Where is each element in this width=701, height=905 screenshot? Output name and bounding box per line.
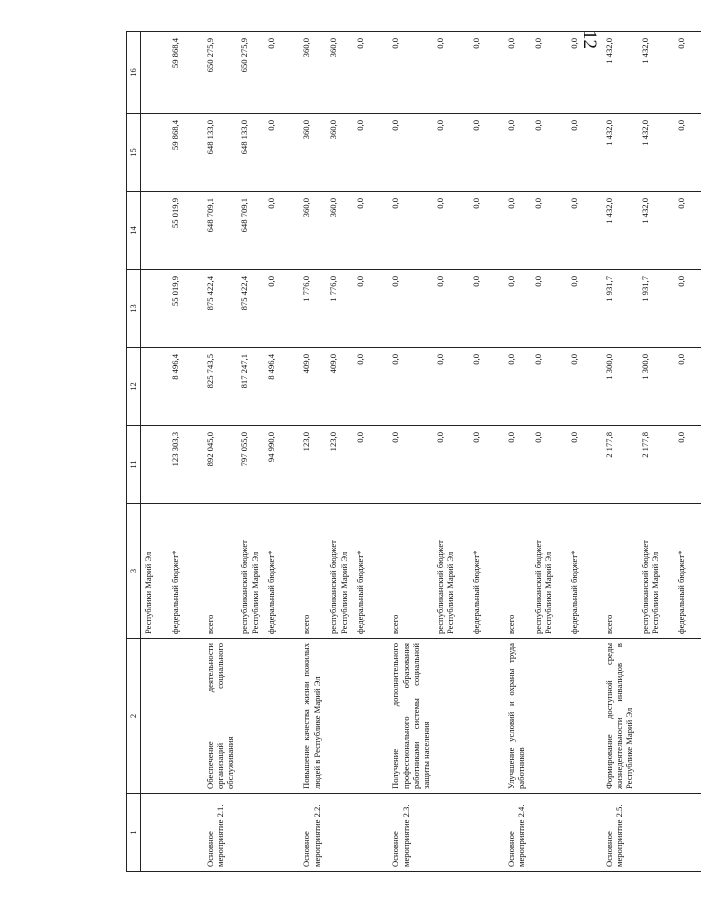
activity-name-cell: Повышение качества жизни пожилых людей в Республике Марий Эл	[291, 639, 326, 794]
amount-cell: 0,0	[531, 114, 567, 192]
funding-source-cell: всего	[496, 504, 531, 639]
amount-cell: 0,0	[674, 32, 701, 114]
amount-cell: 123,0	[326, 426, 353, 504]
table-row	[264, 32, 291, 872]
activity-name-cell: Улучшение условий и охраны труда работников	[496, 639, 531, 794]
amount-cell: 1 300,0	[594, 348, 638, 426]
table-row	[380, 32, 433, 872]
col-header: 1	[127, 794, 141, 872]
amount-cell: 0,0	[531, 270, 567, 348]
amount-cell: 0,0	[264, 270, 291, 348]
table-row	[326, 32, 353, 872]
amount-cell: 648 709,1	[195, 192, 237, 270]
amount-cell: 0,0	[496, 270, 531, 348]
funding-source-cell: федеральный бюджет*	[353, 504, 380, 639]
amount-cell	[141, 348, 169, 426]
amount-cell: 2 177,8	[638, 426, 674, 504]
activity-name-cell	[264, 639, 291, 794]
amount-cell: 817 247,1	[237, 348, 264, 426]
table-row	[433, 32, 469, 872]
amount-cell	[141, 32, 169, 114]
funding-source-cell: всего	[380, 504, 433, 639]
table-row	[237, 32, 264, 872]
amount-cell: 875 422,4	[195, 270, 237, 348]
activity-name-cell	[326, 639, 353, 794]
table-row	[638, 32, 674, 872]
col-header: 12	[127, 348, 141, 426]
table-row	[469, 32, 496, 872]
amount-cell: 0,0	[353, 114, 380, 192]
amount-cell: 123,0	[291, 426, 326, 504]
activity-name-cell	[141, 639, 169, 794]
activity-code-cell	[469, 794, 496, 872]
col-header: 2	[127, 639, 141, 794]
col-header: 11	[127, 426, 141, 504]
funding-source-cell: федеральный бюджет*	[168, 504, 195, 639]
amount-cell	[141, 270, 169, 348]
amount-cell: 0,0	[567, 426, 594, 504]
amount-cell: 0,0	[469, 32, 496, 114]
funding-source-cell: республиканский бюджет Республики Марий Эл	[433, 504, 469, 639]
amount-cell: 360,0	[326, 114, 353, 192]
amount-cell: 0,0	[433, 114, 469, 192]
amount-cell: 0,0	[674, 348, 701, 426]
activity-code-cell	[674, 794, 701, 872]
amount-cell: 650 275,9	[195, 32, 237, 114]
amount-cell: 825 743,5	[195, 348, 237, 426]
amount-cell: 0,0	[353, 270, 380, 348]
activity-name-cell	[674, 639, 701, 794]
amount-cell: 123 303,3	[168, 426, 195, 504]
funding-source-cell: федеральный бюджет*	[567, 504, 594, 639]
col-header: 3	[127, 504, 141, 639]
activity-code-cell	[567, 794, 594, 872]
table-row	[195, 32, 237, 872]
activity-code-cell: Основное мероприятие 2.5.	[594, 794, 638, 872]
amount-cell: 0,0	[567, 270, 594, 348]
funding-source-cell: Республики Марий Эл	[141, 504, 169, 639]
funding-source-cell: федеральный бюджет*	[469, 504, 496, 639]
funding-source-cell: республиканский бюджет Республики Марий Эл	[531, 504, 567, 639]
table-row	[531, 32, 567, 872]
amount-cell: 797 055,0	[237, 426, 264, 504]
col-header: 13	[127, 270, 141, 348]
funding-source-cell: республиканский бюджет Республики Марий Эл	[638, 504, 674, 639]
amount-cell: 1 432,0	[638, 114, 674, 192]
activity-code-cell	[326, 794, 353, 872]
activity-code-cell	[141, 794, 169, 872]
amount-cell: 0,0	[469, 192, 496, 270]
amount-cell: 0,0	[496, 348, 531, 426]
amount-cell: 0,0	[264, 114, 291, 192]
amount-cell	[141, 192, 169, 270]
amount-cell: 0,0	[469, 426, 496, 504]
col-header: 14	[127, 192, 141, 270]
amount-cell: 0,0	[496, 192, 531, 270]
table-row	[594, 32, 638, 872]
amount-cell: 0,0	[380, 348, 433, 426]
activity-name-cell	[168, 639, 195, 794]
amount-cell: 1 776,0	[291, 270, 326, 348]
amount-cell: 892 045,0	[195, 426, 237, 504]
table-row	[496, 32, 531, 872]
amount-cell: 0,0	[433, 32, 469, 114]
amount-cell: 1 432,0	[638, 32, 674, 114]
amount-cell: 0,0	[433, 348, 469, 426]
rotated-page	[126, 32, 686, 872]
amount-cell: 8 496,4	[264, 348, 291, 426]
amount-cell: 1 931,7	[594, 270, 638, 348]
amount-cell: 59 868,4	[168, 114, 195, 192]
amount-cell: 0,0	[433, 426, 469, 504]
amount-cell: 55 019,9	[168, 192, 195, 270]
amount-cell: 0,0	[264, 192, 291, 270]
amount-cell: 360,0	[326, 192, 353, 270]
amount-cell: 0,0	[433, 270, 469, 348]
amount-cell: 0,0	[433, 192, 469, 270]
amount-cell: 0,0	[353, 192, 380, 270]
amount-cell: 94 990,0	[264, 426, 291, 504]
activity-code-cell	[638, 794, 674, 872]
amount-cell: 0,0	[674, 192, 701, 270]
activity-code-cell	[433, 794, 469, 872]
amount-cell: 59 868,4	[168, 32, 195, 114]
funding-source-cell: всего	[291, 504, 326, 639]
activity-code-cell: Основное мероприятие 2.1.	[195, 794, 237, 872]
activity-code-cell: Основное мероприятие 2.4.	[496, 794, 531, 872]
activity-code-cell: Основное мероприятие 2.3.	[380, 794, 433, 872]
amount-cell: 1 432,0	[594, 114, 638, 192]
amount-cell: 0,0	[380, 270, 433, 348]
budget-table	[126, 31, 701, 872]
amount-cell: 2 177,8	[594, 426, 638, 504]
activity-name-cell	[237, 639, 264, 794]
amount-cell: 0,0	[567, 192, 594, 270]
amount-cell: 0,0	[353, 32, 380, 114]
amount-cell: 360,0	[291, 114, 326, 192]
amount-cell: 648 133,0	[195, 114, 237, 192]
amount-cell: 8 496,4	[168, 348, 195, 426]
amount-cell: 409,0	[326, 348, 353, 426]
amount-cell	[141, 426, 169, 504]
amount-cell: 0,0	[567, 348, 594, 426]
funding-source-cell: республиканский бюджет Республики Марий Эл	[237, 504, 264, 639]
activity-name-cell	[638, 639, 674, 794]
table-body	[141, 32, 701, 872]
amount-cell: 0,0	[674, 426, 701, 504]
funding-source-cell: всего	[195, 504, 237, 639]
amount-cell: 0,0	[531, 192, 567, 270]
amount-cell: 0,0	[531, 426, 567, 504]
amount-cell: 0,0	[380, 114, 433, 192]
amount-cell: 0,0	[353, 348, 380, 426]
activity-name-cell	[353, 639, 380, 794]
amount-cell: 0,0	[380, 426, 433, 504]
table-row	[168, 32, 195, 872]
amount-cell: 0,0	[496, 32, 531, 114]
amount-cell: 0,0	[567, 114, 594, 192]
amount-cell: 0,0	[531, 348, 567, 426]
funding-source-cell: федеральный бюджет*	[674, 504, 701, 639]
page-number: 12	[579, 30, 600, 49]
amount-cell: 360,0	[291, 32, 326, 114]
amount-cell: 55 019,9	[168, 270, 195, 348]
amount-cell: 1 432,0	[638, 192, 674, 270]
activity-name-cell	[531, 639, 567, 794]
col-header: 16	[127, 32, 141, 114]
amount-cell: 360,0	[291, 192, 326, 270]
amount-cell: 1 931,7	[638, 270, 674, 348]
activity-name-cell: Обеспечение деятельности организаций социального обслуживания	[195, 639, 237, 794]
activity-code-cell: Основное мероприятие 2.2.	[291, 794, 326, 872]
funding-source-cell: федеральный бюджет*	[264, 504, 291, 639]
activity-code-cell	[264, 794, 291, 872]
table-row	[141, 32, 169, 872]
amount-cell: 0,0	[469, 114, 496, 192]
amount-cell: 1 432,0	[594, 32, 638, 114]
amount-cell: 0,0	[496, 114, 531, 192]
table-row	[567, 32, 594, 872]
amount-cell: 0,0	[674, 270, 701, 348]
amount-cell: 1 776,0	[326, 270, 353, 348]
activity-code-cell	[237, 794, 264, 872]
funding-source-cell: республиканский бюджет Республики Марий Эл	[326, 504, 353, 639]
amount-cell: 875 422,4	[237, 270, 264, 348]
amount-cell: 0,0	[567, 32, 594, 114]
amount-cell: 0,0	[531, 32, 567, 114]
amount-cell: 648 709,1	[237, 192, 264, 270]
table-row	[353, 32, 380, 872]
table-row	[674, 32, 701, 872]
amount-cell	[141, 114, 169, 192]
funding-source-cell: всего	[594, 504, 638, 639]
activity-code-cell	[353, 794, 380, 872]
activity-name-cell: Получение дополнительного профессионального образования работниками системы социальной защиты населения	[380, 639, 433, 794]
amount-cell: 0,0	[264, 32, 291, 114]
amount-cell: 0,0	[380, 32, 433, 114]
amount-cell: 0,0	[496, 426, 531, 504]
amount-cell: 1 432,0	[594, 192, 638, 270]
amount-cell: 1 300,0	[638, 348, 674, 426]
activity-code-cell	[168, 794, 195, 872]
amount-cell: 360,0	[326, 32, 353, 114]
activity-name-cell	[433, 639, 469, 794]
amount-cell: 650 275,9	[237, 32, 264, 114]
activity-name-cell	[567, 639, 594, 794]
amount-cell: 648 133,0	[237, 114, 264, 192]
amount-cell: 409,0	[291, 348, 326, 426]
amount-cell: 0,0	[674, 114, 701, 192]
activity-name-cell	[469, 639, 496, 794]
amount-cell: 0,0	[380, 192, 433, 270]
table-row	[291, 32, 326, 872]
amount-cell: 0,0	[469, 348, 496, 426]
activity-name-cell: Формирование доступной среды жизнедеятельности инвалидов в Республике Марий Эл	[594, 639, 638, 794]
amount-cell: 0,0	[469, 270, 496, 348]
amount-cell: 0,0	[353, 426, 380, 504]
activity-code-cell	[531, 794, 567, 872]
header-row	[127, 32, 141, 872]
col-header: 15	[127, 114, 141, 192]
